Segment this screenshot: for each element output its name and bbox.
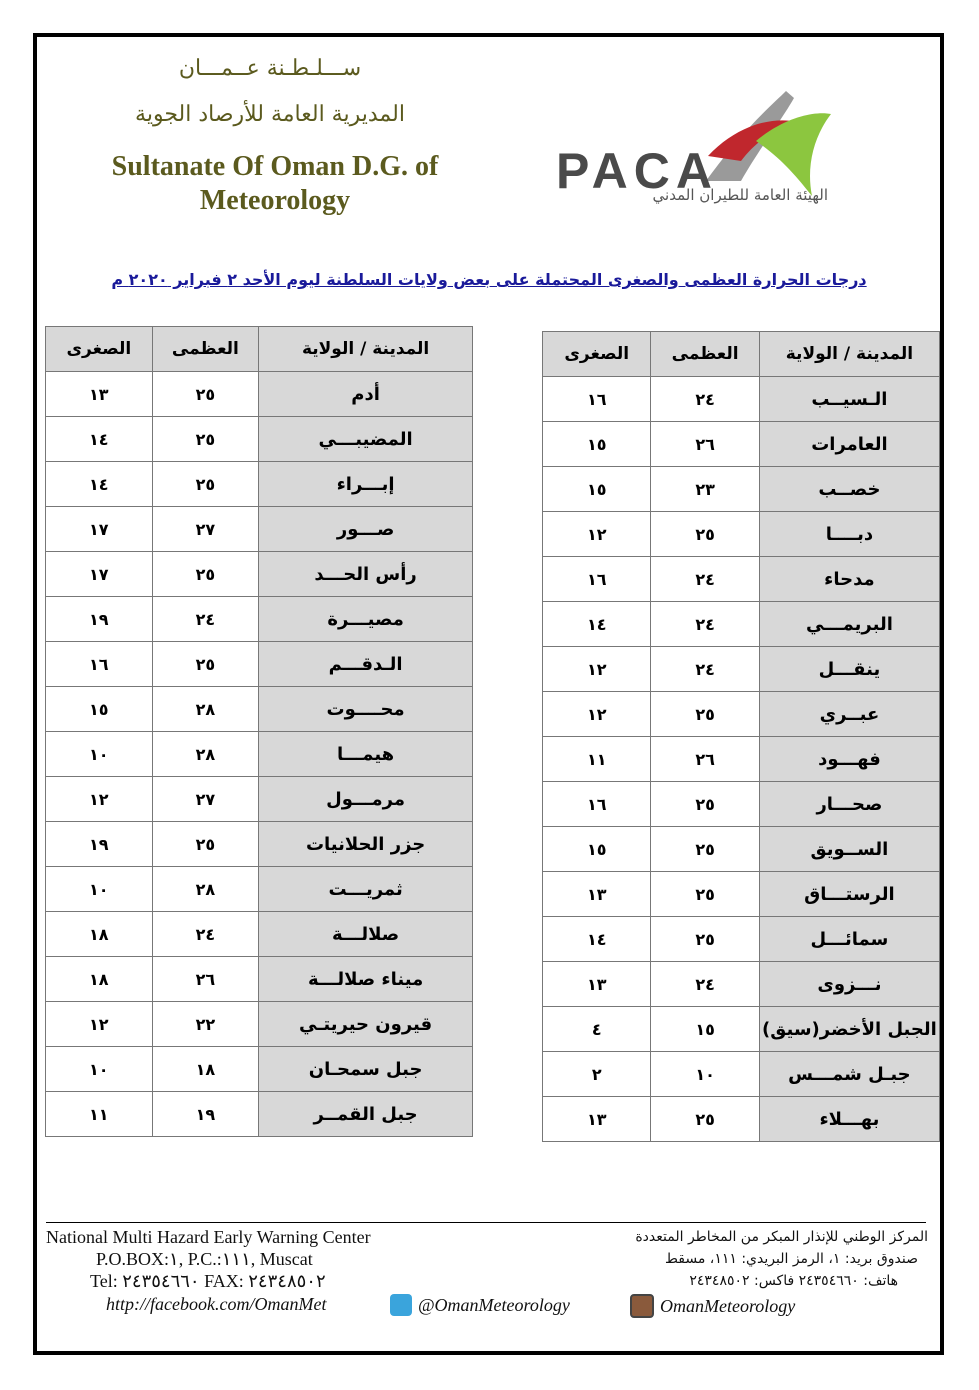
column-header-max: العظمى (152, 327, 259, 372)
max-temp-cell: ١٠ (651, 1052, 759, 1097)
city-cell: قيرون حيريتـي (259, 1002, 473, 1047)
min-temp-cell: ١١ (46, 1092, 153, 1137)
column-header-min: الصغرى (543, 332, 651, 377)
table-row (543, 782, 940, 827)
table-row (543, 1097, 940, 1142)
min-temp-cell: ١٢ (543, 647, 651, 692)
table-row (543, 377, 940, 422)
table-header-row (543, 332, 940, 377)
temperature-table-right (542, 331, 940, 1142)
table-row (46, 1092, 473, 1137)
footer-phone-fax: Tel: ٢٤٣٥٤٦٦٠ FAX: ٢٤٣٤٨٥٠٢ (90, 1271, 326, 1291)
city-cell: دبــــا (759, 512, 939, 557)
footer-po-box-arabic: صندوق بريد: ١، الرمز البريدي: ١١١، مسقط (665, 1251, 918, 1267)
max-temp-cell: ٢٦ (651, 737, 759, 782)
table-row (46, 1047, 473, 1092)
min-temp-cell: ١٣ (46, 372, 153, 417)
footer-phone-fax-arabic: هاتف: ٢٤٣٥٤٦٦٠ فاكس: ٢٤٣٤٨٥٠٢ (689, 1273, 898, 1289)
instagram-icon (630, 1294, 654, 1318)
min-temp-cell: ١٨ (46, 957, 153, 1002)
table-row (46, 822, 473, 867)
min-temp-cell: ١٦ (543, 377, 651, 422)
min-temp-cell: ٤ (543, 1007, 651, 1052)
max-temp-cell: ٢٨ (152, 867, 259, 912)
header-english-title (80, 150, 470, 218)
max-temp-cell: ٢٦ (651, 422, 759, 467)
instagram-link[interactable] (630, 1294, 795, 1318)
max-temp-cell: ٢٤ (152, 597, 259, 642)
table-header-row (46, 327, 473, 372)
city-cell: الجبل الأخضر(سيق) (759, 1007, 939, 1052)
city-cell: ثمريـــت (259, 867, 473, 912)
max-temp-cell: ١٥ (651, 1007, 759, 1052)
table-row (543, 1052, 940, 1097)
max-temp-cell: ٢٥ (651, 872, 759, 917)
city-cell: صلالـــة (259, 912, 473, 957)
max-temp-cell: ٢٥ (152, 372, 259, 417)
table-row (543, 647, 940, 692)
min-temp-cell: ١٩ (46, 597, 153, 642)
footer-center-name: National Multi Hazard Early Warning Center (46, 1227, 371, 1247)
city-cell: أدم (259, 372, 473, 417)
max-temp-cell: ٢٦ (152, 957, 259, 1002)
table-row (543, 827, 940, 872)
table-row (46, 642, 473, 687)
table-row (543, 962, 940, 1007)
min-temp-cell: ١٧ (46, 507, 153, 552)
twitter-icon (390, 1294, 412, 1316)
max-temp-cell: ٢٣ (651, 467, 759, 512)
city-cell: الســويق (759, 827, 939, 872)
city-cell: عبــري (759, 692, 939, 737)
min-temp-cell: ١٣ (543, 1097, 651, 1142)
footer-po-box: P.O.BOX:١, P.C.:١١١, Muscat (96, 1249, 313, 1269)
table-row (543, 872, 940, 917)
min-temp-cell: ١٦ (46, 642, 153, 687)
min-temp-cell: ١٤ (543, 917, 651, 962)
facebook-link[interactable] (106, 1294, 326, 1315)
city-cell: رأس الحـــد (259, 552, 473, 597)
footer-divider (46, 1222, 926, 1223)
forecast-headline: درجات الحرارة العظمى والصغرى المحتملة على بعض ولايات السلطنة ليوم الأحد ٢ فبراير ٢٠٢٠ م (111, 270, 867, 289)
table-row (46, 867, 473, 912)
min-temp-cell: ١٠ (46, 1047, 153, 1092)
table-row (46, 1002, 473, 1047)
column-header-min: الصغرى (46, 327, 153, 372)
table-row (543, 1007, 940, 1052)
min-temp-cell: ١٦ (543, 557, 651, 602)
twitter-handle[interactable]: @OmanMeteorology (418, 1294, 570, 1315)
max-temp-cell: ٢٥ (651, 917, 759, 962)
max-temp-cell: ٢٨ (152, 732, 259, 777)
min-temp-cell: ١٤ (543, 602, 651, 647)
max-temp-cell: ٢٥ (651, 1097, 759, 1142)
city-cell: محــــوت (259, 687, 473, 732)
min-temp-cell: ١٣ (543, 872, 651, 917)
min-temp-cell: ١٥ (46, 687, 153, 732)
header-arabic-department: المديرية العامة للأرصاد الجوية (135, 102, 405, 127)
header-english-title-line1: Sultanate Of Oman D.G. of (111, 151, 439, 182)
min-temp-cell: ١٥ (543, 467, 651, 512)
city-cell: جبل سمحـان (259, 1047, 473, 1092)
city-cell: صحـــار (759, 782, 939, 827)
footer-center-name-arabic: المركز الوطني للإنذار المبكر من المخاطر المتعددة (635, 1229, 928, 1245)
column-header-max: العظمى (651, 332, 759, 377)
table-row (46, 597, 473, 642)
table-row (46, 687, 473, 732)
max-temp-cell: ٢٧ (152, 777, 259, 822)
table-row (46, 507, 473, 552)
table-row (46, 732, 473, 777)
city-cell: الـسيــب (759, 377, 939, 422)
min-temp-cell: ١٠ (46, 867, 153, 912)
city-cell: الـدقـــم (259, 642, 473, 687)
max-temp-cell: ٢٤ (651, 557, 759, 602)
max-temp-cell: ٢٤ (651, 602, 759, 647)
min-temp-cell: ١٥ (543, 827, 651, 872)
city-cell: صـــور (259, 507, 473, 552)
table-row (46, 462, 473, 507)
min-temp-cell: ١٥ (543, 422, 651, 467)
table-row (543, 512, 940, 557)
max-temp-cell: ٢٢ (152, 1002, 259, 1047)
max-temp-cell: ٢٥ (651, 692, 759, 737)
max-temp-cell: ٢٥ (152, 462, 259, 507)
max-temp-cell: ٢٥ (651, 782, 759, 827)
facebook-url[interactable]: http://facebook.com/OmanMet (106, 1294, 327, 1314)
max-temp-cell: ٢٤ (651, 377, 759, 422)
table-row (543, 692, 940, 737)
city-cell: فهـــود (759, 737, 939, 782)
max-temp-cell: ٢٥ (152, 552, 259, 597)
table-row (543, 467, 940, 512)
table-row (46, 552, 473, 597)
city-cell: بهـــلاء (759, 1097, 939, 1142)
table-row (46, 372, 473, 417)
max-temp-cell: ٢٤ (651, 962, 759, 1007)
min-temp-cell: ١٣ (543, 962, 651, 1007)
max-temp-cell: ٢٥ (651, 512, 759, 557)
max-temp-cell: ١٩ (152, 1092, 259, 1137)
table-row (46, 417, 473, 462)
city-cell: العامرات (759, 422, 939, 467)
min-temp-cell: ١٦ (543, 782, 651, 827)
instagram-handle[interactable]: OmanMeteorology (660, 1295, 796, 1316)
city-cell: خصــب (759, 467, 939, 512)
city-cell: مرمـــول (259, 777, 473, 822)
column-header-city: المدينة / الولاية (759, 332, 939, 377)
min-temp-cell: ١١ (543, 737, 651, 782)
city-cell: إبـــراء (259, 462, 473, 507)
min-temp-cell: ١٢ (543, 512, 651, 557)
max-temp-cell: ٢٤ (651, 647, 759, 692)
min-temp-cell: ١٢ (543, 692, 651, 737)
max-temp-cell: ٢٥ (152, 417, 259, 462)
max-temp-cell: ٢٥ (651, 827, 759, 872)
footer-english-contact (46, 1226, 416, 1292)
max-temp-cell: ٢٨ (152, 687, 259, 732)
city-cell: جبل القمــر (259, 1092, 473, 1137)
table-row (46, 777, 473, 822)
city-cell: ميناء صلالـــة (259, 957, 473, 1002)
paca-logo-text: PACA (556, 143, 718, 199)
table-row (543, 602, 940, 647)
city-cell: الرستـــاق (759, 872, 939, 917)
min-temp-cell: ١٨ (46, 912, 153, 957)
city-cell: سمائـــل (759, 917, 939, 962)
min-temp-cell: ١٠ (46, 732, 153, 777)
table-row (543, 557, 940, 602)
max-temp-cell: ١٨ (152, 1047, 259, 1092)
header-english-title-line2: Meteorology (199, 185, 351, 216)
city-cell: المضيبـــي (259, 417, 473, 462)
min-temp-cell: ١٩ (46, 822, 153, 867)
min-temp-cell: ٢ (543, 1052, 651, 1097)
footer-arabic-contact (560, 1226, 928, 1292)
min-temp-cell: ١٧ (46, 552, 153, 597)
city-cell: البريمـــي (759, 602, 939, 647)
min-temp-cell: ١٢ (46, 1002, 153, 1047)
max-temp-cell: ٢٥ (152, 822, 259, 867)
twitter-link[interactable] (390, 1294, 570, 1316)
min-temp-cell: ١٤ (46, 417, 153, 462)
min-temp-cell: ١٤ (46, 462, 153, 507)
city-cell: مدحاء (759, 557, 939, 602)
max-temp-cell: ٢٤ (152, 912, 259, 957)
table-row (543, 422, 940, 467)
temperature-table-left (45, 326, 473, 1137)
max-temp-cell: ٢٧ (152, 507, 259, 552)
city-cell: مصيـــرة (259, 597, 473, 642)
city-cell: نـــزوى (759, 962, 939, 1007)
max-temp-cell: ٢٥ (152, 642, 259, 687)
table-row (543, 737, 940, 782)
table-row (46, 957, 473, 1002)
paca-logo-arabic: الهيئة العامة للطيران المدني (652, 186, 828, 204)
city-cell: هيمـــا (259, 732, 473, 777)
paca-logo (556, 86, 846, 216)
header-arabic-country: ســـلـطـنة عــمـــان (178, 56, 362, 81)
city-cell: جزر الحلانيات (259, 822, 473, 867)
min-temp-cell: ١٢ (46, 777, 153, 822)
table-row (46, 912, 473, 957)
table-row (543, 917, 940, 962)
city-cell: جبـل شمـــس (759, 1052, 939, 1097)
column-header-city: المدينة / الولاية (259, 327, 473, 372)
city-cell: ينقـــل (759, 647, 939, 692)
